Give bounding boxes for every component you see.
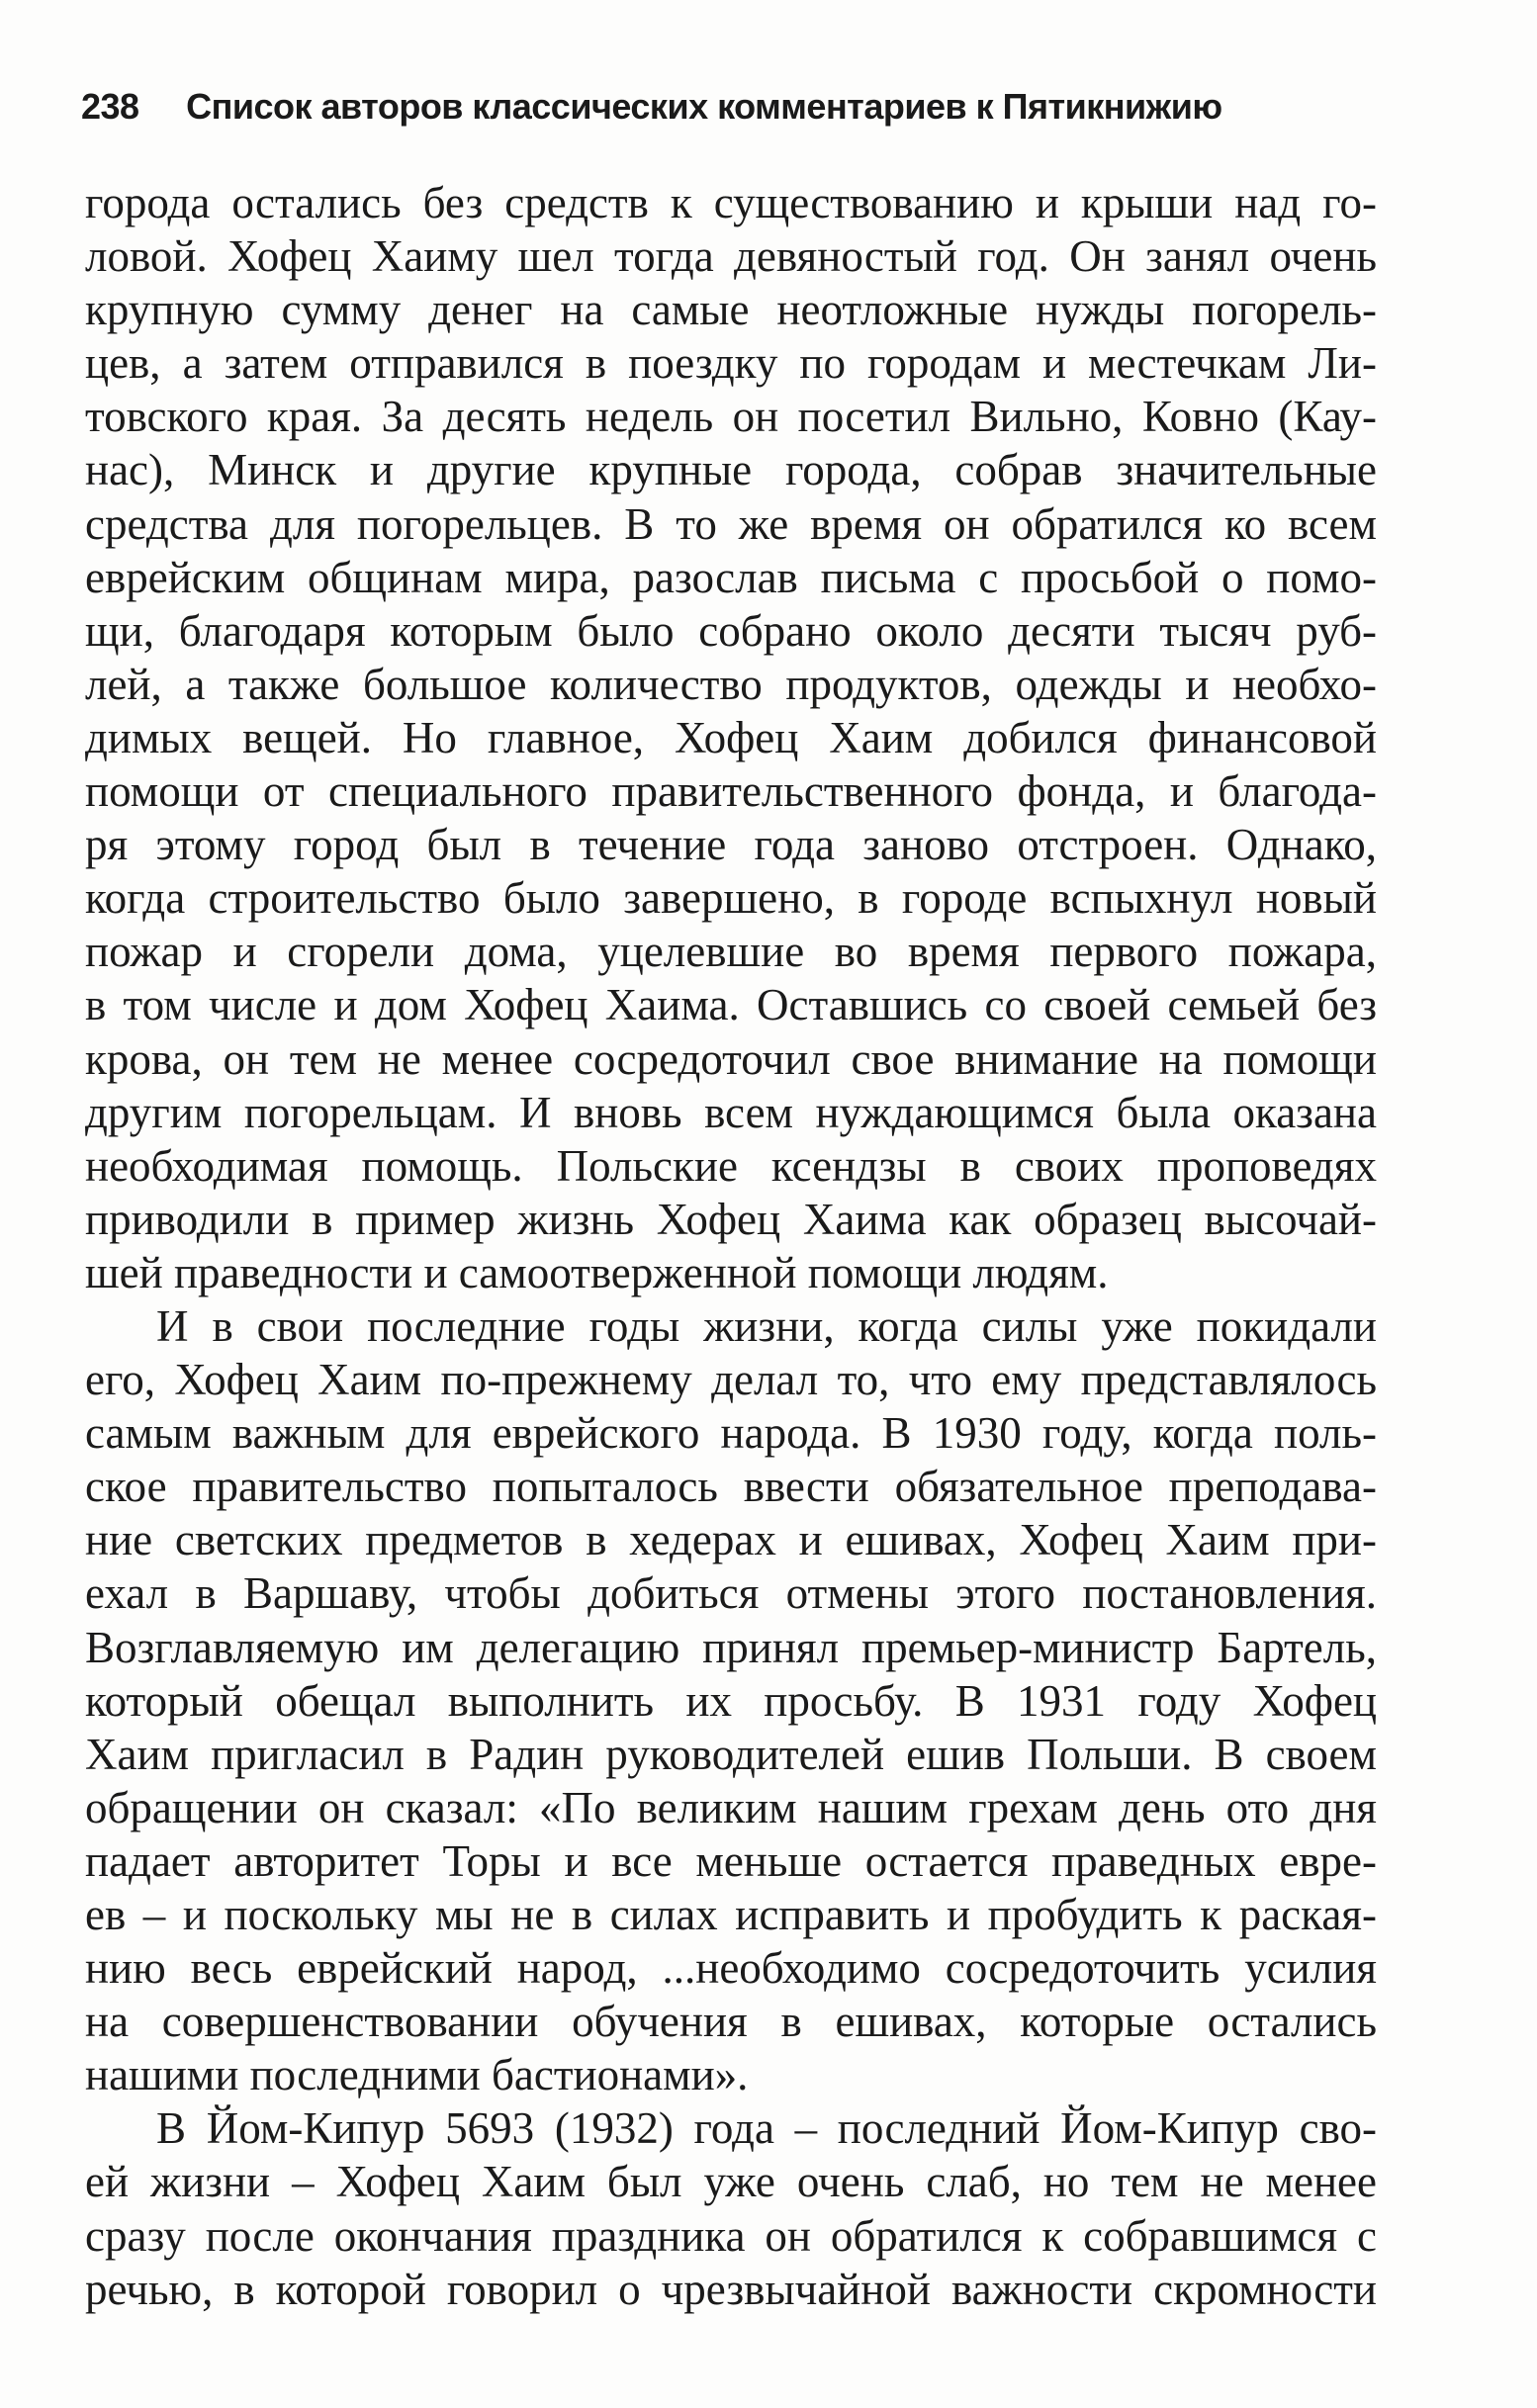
text-line: ское правительство попыталось ввести обязательное преподава- bbox=[85, 1462, 1377, 1512]
text-line: ев – и поскольку мы не в силах исправить и пробудить к раская- bbox=[85, 1890, 1377, 1939]
text-line: средства для погорельцев. В то же время он обратился ко всем bbox=[85, 498, 1377, 549]
text-line: ехал в Варшаву, чтобы добиться отмены этого постановления. bbox=[85, 1568, 1377, 1619]
text-line: города остались без средств к существованию и крыши над го- bbox=[85, 178, 1377, 227]
text-line: приводили в пример жизнь Хофец Хаима как образец высочай- bbox=[85, 1194, 1377, 1244]
text-line: нашими последними бастионами». bbox=[85, 2050, 749, 2100]
text-line: лей, а также большое количество продуктов, одежды и необхо- bbox=[85, 659, 1377, 709]
text-line: крупную сумму денег на самые неотложные нужды погорель- bbox=[85, 285, 1377, 335]
text-line: Хаим пригласил в Радин руководителей ешив Польши. В своем bbox=[85, 1729, 1377, 1779]
text-line: нас), Минск и другие крупные города, собрав значительные bbox=[85, 445, 1377, 495]
text-line: И в свои последние годы жизни, когда силы уже покидали bbox=[156, 1300, 1377, 1351]
text-body bbox=[85, 176, 1377, 2316]
running-title: Список авторов классических комментариев к Пятикнижию bbox=[186, 86, 1222, 127]
running-head bbox=[81, 77, 1367, 136]
page-number: 238 bbox=[81, 86, 139, 127]
text-line: который обещал выполнить их просьбу. В 1931 году Хофец bbox=[85, 1675, 1377, 1726]
paragraph-3 bbox=[85, 2101, 1377, 2315]
text-line: товского края. За десять недель он посетил Вильно, Ковно (Кау- bbox=[85, 392, 1377, 442]
text-line: самым важным для еврейского народа. В 1930 году, когда поль- bbox=[85, 1408, 1377, 1459]
text-line: щи, благодаря которым было собрано около десяти тысяч руб- bbox=[85, 605, 1377, 656]
text-line: В Йом-Кипур 5693 (1932) года – последний Йом-Кипур сво- bbox=[156, 2103, 1377, 2154]
text-line: еврейским общинам мира, разослав письма с просьбой о помо- bbox=[85, 552, 1377, 602]
text-line: димых вещей. Но главное, Хофец Хаим добился финансовой bbox=[85, 712, 1377, 762]
text-line: на совершенствовании обучения в ешивах, которые остались bbox=[85, 1997, 1377, 2047]
text-line: ние светских предметов в хедерах и ешивах, Хофец Хаим при- bbox=[85, 1515, 1377, 1565]
paragraph-2 bbox=[85, 1299, 1377, 2101]
text-line: помощи от специального правительственного фонда, и благода- bbox=[85, 766, 1377, 817]
text-line: Возглавляемую им делегацию принял премьер-министр Бартель, bbox=[85, 1622, 1377, 1672]
text-line: ей жизни – Хофец Хаим был уже очень слаб, но тем не менее bbox=[85, 2157, 1377, 2207]
text-line: в том числе и дом Хофец Хаима. Оставшись со своей семьей без bbox=[85, 980, 1377, 1030]
text-line: когда строительство было завершено, в городе вспыхнул новый bbox=[85, 873, 1377, 924]
text-line: цев, а затем отправился в поездку по городам и местечкам Ли- bbox=[85, 338, 1377, 389]
text-line: крова, он тем не менее сосредоточил свое внимание на помощи bbox=[85, 1033, 1377, 1084]
text-line: его, Хофец Хаим по-прежнему делал то, что ему представлялось bbox=[85, 1355, 1377, 1405]
text-line: шей праведности и самоотверженной помощи людям. bbox=[85, 1247, 1109, 1297]
text-line: необходимая помощь. Польские ксендзы в своих проповедях bbox=[85, 1140, 1377, 1191]
text-line: падает авторитет Торы и все меньше остается праведных евре- bbox=[85, 1835, 1377, 1886]
text-line: другим погорельцам. И вновь всем нуждающимся была оказана bbox=[85, 1087, 1377, 1137]
text-line: сразу после окончания праздника он обратился к собравшимся с bbox=[85, 2210, 1377, 2261]
text-line: ловой. Хофец Хаиму шел тогда девяностый год. Он занял очень bbox=[85, 231, 1377, 282]
text-line: речью, в которой говорил о чрезвычайной важности скромности bbox=[85, 2264, 1377, 2314]
text-line: пожар и сгорели дома, уцелевшие во время первого пожара, bbox=[85, 927, 1377, 977]
text-line: обращении он сказал: «По великим нашим грехам день ото дня bbox=[85, 1782, 1377, 1832]
text-line: ря этому город был в течение года заново отстроен. Однако, bbox=[85, 820, 1377, 870]
text-line: нию весь еврейский народ, ...необходимо сосредоточить усилия bbox=[85, 1943, 1377, 1994]
paragraph-1 bbox=[85, 176, 1377, 1299]
